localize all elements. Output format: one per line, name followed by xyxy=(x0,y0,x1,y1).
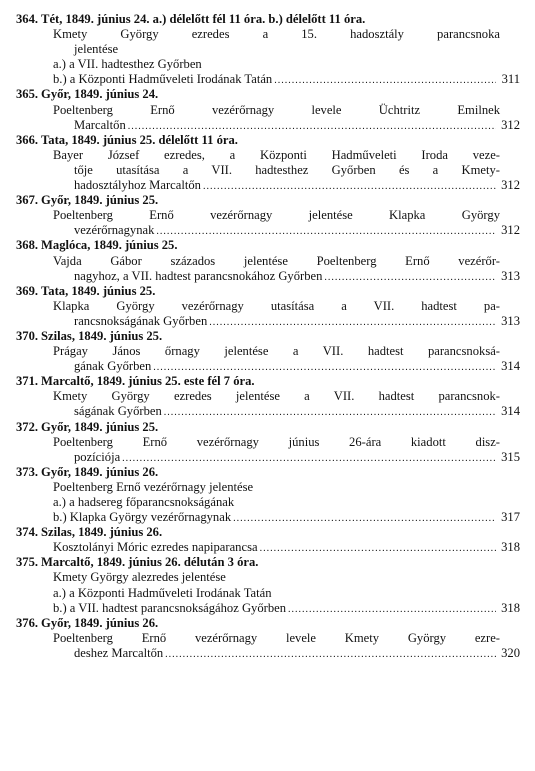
entry-line: Klapka György vezérőrnagy utasítása a VII. hadtest pa- xyxy=(53,298,500,313)
entry-line: Poeltenberg Ernő vezérőrnagy június 26-ára kiadott disz- xyxy=(53,434,500,449)
entry-heading xyxy=(16,284,520,299)
entry-place-date: Marcaltő, 1849. június 25. este fél 7 óra. xyxy=(41,374,255,389)
dot-leader xyxy=(153,360,496,374)
page-number: 315 xyxy=(501,449,520,464)
toc-entry xyxy=(16,284,520,329)
entry-number: 370. xyxy=(16,328,39,343)
entry-number: 369. xyxy=(16,283,39,298)
entry-leader-line xyxy=(16,359,520,374)
toc-entry xyxy=(16,12,520,87)
entry-line: b.) Klapka György vezérőrnagynak xyxy=(53,510,232,525)
entry-line: vezérőrnagynak xyxy=(74,223,155,238)
entry-place-date: Marcaltő, 1849. június 26. délután 3 óra. xyxy=(41,555,259,570)
toc-entry xyxy=(16,329,520,374)
entry-line: Kmety György ezredes a 15. hadosztály parancsnoka xyxy=(53,27,500,42)
toc-entry xyxy=(16,133,520,193)
entry-line: Vajda Gábor százados jelentése Poeltenberg Ernő vezérőr- xyxy=(53,253,500,268)
toc-entry xyxy=(16,193,520,238)
entry-number: 373. xyxy=(16,464,39,479)
entry-number: 372. xyxy=(16,419,39,434)
entry-leader-line xyxy=(16,601,520,616)
entry-line: jelentése xyxy=(74,42,119,57)
entry-heading xyxy=(16,420,520,435)
page-number: 312 xyxy=(501,178,520,193)
entry-line: Kmety György ezredes jelentése a VII. hadtest parancsnok- xyxy=(53,389,500,404)
entry-line: a.) a hadsereg főparancsnokságának xyxy=(53,495,235,509)
entry-line: nagyhoz, a VII. hadtest parancsnokához Győrben xyxy=(74,268,323,283)
entry-leader-line xyxy=(16,314,520,329)
page-number: 311 xyxy=(501,72,520,87)
entry-number: 366. xyxy=(16,132,39,147)
toc-entry xyxy=(16,87,520,132)
entry-heading xyxy=(16,555,520,570)
entry-line: Prágay János őrnagy jelentése a VII. hadtest parancsnoksá- xyxy=(53,344,500,359)
entry-place-date: Tét, 1849. június 24. a.) délelőtt fél 11 óra. b.) délelőtt 11 óra. xyxy=(41,12,366,26)
entry-leader-line xyxy=(16,72,520,87)
entry-leader-line xyxy=(16,404,520,419)
entry-heading xyxy=(16,238,520,253)
entry-line: hadosztályhoz Marcaltőn xyxy=(74,178,201,193)
entry-number: 367. xyxy=(16,193,39,208)
entry-place-date: Győr, 1849. június 26. xyxy=(41,615,159,630)
toc-entry xyxy=(16,465,520,525)
entry-heading xyxy=(16,133,520,148)
entry-place-date: Szilas, 1849. június 26. xyxy=(41,525,163,540)
entry-line: rancsnokságának Győrben xyxy=(74,313,208,328)
entry-place-date: Győr, 1849. június 24. xyxy=(41,87,159,102)
dot-leader xyxy=(165,647,496,661)
entry-heading xyxy=(16,87,520,102)
dot-leader xyxy=(156,224,496,238)
dot-leader xyxy=(324,270,496,284)
entry-line: Marcaltőn xyxy=(74,117,126,132)
entry-heading xyxy=(16,374,520,389)
entry-number: 371. xyxy=(16,374,39,389)
entry-line: a.) a VII. hadtesthez Győrben xyxy=(53,57,202,72)
dot-leader xyxy=(274,73,496,87)
entry-line: b.) a Központi Hadműveleti Irodának Tatán xyxy=(53,72,273,87)
dot-leader xyxy=(209,315,496,329)
entry-line: Poeltenberg Ernő vezérőrnagy levele Kmety György ezre- xyxy=(53,630,500,645)
entry-leader-line xyxy=(16,223,520,238)
toc-entry xyxy=(16,238,520,283)
dot-leader xyxy=(260,541,496,555)
entry-place-date: Győr, 1849. június 25. xyxy=(41,193,159,208)
entry-line: deshez Marcaltőn xyxy=(74,645,164,660)
page-number: 320 xyxy=(501,645,520,660)
entry-leader-line xyxy=(16,118,520,133)
entry-leader-line xyxy=(16,178,520,193)
entry-place-date: Szilas, 1849. június 25. xyxy=(41,328,163,343)
toc-entry xyxy=(16,420,520,465)
entry-heading xyxy=(16,12,520,27)
page-number: 313 xyxy=(501,268,520,283)
entry-number: 368. xyxy=(16,238,39,253)
toc-entry xyxy=(16,525,520,555)
entry-leader-line xyxy=(16,269,520,284)
entry-leader-line xyxy=(16,510,520,525)
entry-line: Poeltenberg Ernő vezérőrnagy jelentése Klapka György xyxy=(53,208,500,223)
page-number: 312 xyxy=(501,223,520,238)
dot-leader xyxy=(203,179,496,193)
entry-heading xyxy=(16,329,520,344)
dot-leader xyxy=(128,119,496,133)
dot-leader xyxy=(122,451,496,465)
entry-leader-line xyxy=(16,646,520,661)
entry-line: pozíciója xyxy=(74,449,121,464)
entry-line: Poeltenberg Ernő vezérőrnagy jelentése xyxy=(53,479,254,494)
entry-number: 374. xyxy=(16,525,39,540)
entry-line: Bayer József ezredes, a Központi Hadműveleti Iroda veze- xyxy=(53,147,500,162)
entry-number: 375. xyxy=(16,555,39,570)
dot-leader xyxy=(288,602,496,616)
entry-line: Kosztolányi Móric ezredes napiparancsa xyxy=(53,540,258,555)
page-number: 317 xyxy=(501,510,520,525)
toc-entry xyxy=(16,374,520,419)
entry-heading xyxy=(16,465,520,480)
entry-place-date: Maglóca, 1849. június 25. xyxy=(41,238,178,253)
entry-leader-line xyxy=(16,540,520,555)
entry-line: a.) a Központi Hadműveleti Irodának Tatán xyxy=(53,585,272,600)
toc-entry xyxy=(16,616,520,661)
table-of-contents xyxy=(16,12,520,661)
entry-line: Kmety György alezredes jelentése xyxy=(53,570,226,585)
entry-number: 376. xyxy=(16,615,39,630)
page-number: 314 xyxy=(501,404,520,419)
entry-place-date: Tata, 1849. június 25. xyxy=(41,283,156,298)
page-number: 318 xyxy=(501,540,520,555)
dot-leader xyxy=(233,511,496,525)
entry-number: 364. xyxy=(16,12,39,26)
entry-place-date: Tata, 1849. június 25. délelőtt 11 óra. xyxy=(41,132,238,147)
page-number: 312 xyxy=(501,117,520,132)
entry-line: Poeltenberg Ernő vezérőrnagy levele Üchtritz Emilnek xyxy=(53,102,500,117)
entry-heading xyxy=(16,193,520,208)
entry-heading xyxy=(16,616,520,631)
entry-line: b.) a VII. hadtest parancsnokságához Győrben xyxy=(53,600,287,615)
entry-leader-line xyxy=(16,450,520,465)
entry-line: tője utasítása a VII. hadtesthez Győrben és a Kmety- xyxy=(74,162,500,177)
toc-entry xyxy=(16,555,520,615)
entry-number: 365. xyxy=(16,87,39,102)
page-number: 318 xyxy=(501,600,520,615)
entry-line: ságának Győrben xyxy=(74,404,162,419)
dot-leader xyxy=(164,405,496,419)
entry-heading xyxy=(16,525,520,540)
entry-place-date: Győr, 1849. június 25. xyxy=(41,419,159,434)
entry-place-date: Győr, 1849. június 26. xyxy=(41,464,159,479)
entry-line: gának Győrben xyxy=(74,359,152,374)
page-number: 314 xyxy=(501,359,520,374)
page-number: 313 xyxy=(501,313,520,328)
